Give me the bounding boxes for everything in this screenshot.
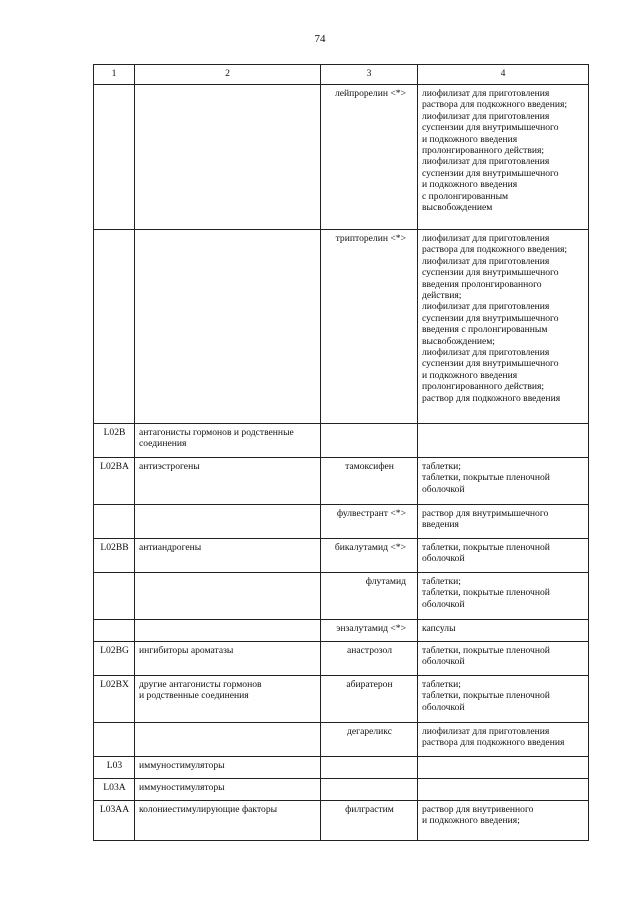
- table-row: [94, 424, 589, 458]
- dosage-forms: таблетки, покрытые пленочной оболочкой: [418, 539, 589, 573]
- table-row: [94, 620, 589, 642]
- header-row: [94, 65, 589, 85]
- atc-code: [94, 723, 135, 757]
- atc-code: L02BX: [94, 676, 135, 723]
- drug-name: филграстим: [321, 801, 418, 841]
- dosage-forms: таблетки; таблетки, покрытые пленочной оболочкой: [418, 458, 589, 505]
- atc-code: [94, 620, 135, 642]
- atc-code: [94, 573, 135, 620]
- group-name: [135, 505, 321, 539]
- atc-code: L03A: [94, 779, 135, 801]
- dosage-forms: таблетки; таблетки, покрытые пленочной оболочкой: [418, 676, 589, 723]
- drug-name: [321, 424, 418, 458]
- dosage-forms: [418, 757, 589, 779]
- group-name: антагонисты гормонов и родственные соединения: [135, 424, 321, 458]
- atc-code: [94, 230, 135, 424]
- drug-name: флутамид: [321, 573, 418, 620]
- group-name: антиандрогены: [135, 539, 321, 573]
- dosage-forms: лиофилизат для приготовления раствора для подкожного введения; лиофилизат для приготовления суспензии для внутримышечного введения пролонгированного действия; лиофилизат для приготовления суспензии для внутримышечного введения с пролонгированным высвобождением; лиофилизат для приготовления суспензии для внутримышечного и подкожного введения пролонгированного действия; раствор для подкожного введения: [418, 230, 589, 424]
- group-name: [135, 723, 321, 757]
- column-header-1: 1: [94, 65, 135, 85]
- atc-code: [94, 505, 135, 539]
- group-name: другие антагонисты гормонов и родственные соединения: [135, 676, 321, 723]
- dosage-forms: раствор для внутривенного и подкожного введения;: [418, 801, 589, 841]
- atc-code: L02BG: [94, 642, 135, 676]
- group-name: колониестимулирующие факторы: [135, 801, 321, 841]
- atc-code: L03: [94, 757, 135, 779]
- dosage-forms: таблетки; таблетки, покрытые пленочной оболочкой: [418, 573, 589, 620]
- drug-name: бикалутамид <*>: [321, 539, 418, 573]
- table-row: [94, 801, 589, 841]
- drug-name: фулвестрант <*>: [321, 505, 418, 539]
- atc-code: L02BB: [94, 539, 135, 573]
- drug-name: лейпрорелин <*>: [321, 85, 418, 230]
- group-name: [135, 620, 321, 642]
- dosage-forms: капсулы: [418, 620, 589, 642]
- column-header-2: 2: [135, 65, 321, 85]
- group-name: [135, 230, 321, 424]
- table-row: [94, 505, 589, 539]
- column-header-3: 3: [321, 65, 418, 85]
- drug-name: тамоксифен: [321, 458, 418, 505]
- dosage-forms: лиофилизат для приготовления раствора для подкожного введения; лиофилизат для приготовления суспензии для внутримышечного и подкожного введения пролонгированного действия; лиофилизат для приготовления суспензии для внутримышечного и подкожного введения с пролонгированным высвобождением: [418, 85, 589, 230]
- dosage-forms: лиофилизат для приготовления раствора для подкожного введения: [418, 723, 589, 757]
- atc-code: L02BA: [94, 458, 135, 505]
- table-row: [94, 723, 589, 757]
- group-name: [135, 573, 321, 620]
- drug-name: дегареликс: [321, 723, 418, 757]
- group-name: антиэстрогены: [135, 458, 321, 505]
- table-row: [94, 230, 589, 424]
- group-name: ингибиторы ароматазы: [135, 642, 321, 676]
- dosage-forms: таблетки, покрытые пленочной оболочкой: [418, 642, 589, 676]
- table-row: [94, 458, 589, 505]
- atc-code: L03AA: [94, 801, 135, 841]
- table-row: [94, 642, 589, 676]
- table-row: [94, 757, 589, 779]
- drug-name: [321, 779, 418, 801]
- group-name: иммуностимуляторы: [135, 779, 321, 801]
- dosage-forms: [418, 779, 589, 801]
- drug-name: [321, 757, 418, 779]
- table-row: [94, 85, 589, 230]
- drug-name: абиратерон: [321, 676, 418, 723]
- atc-code: L02B: [94, 424, 135, 458]
- table-row: [94, 779, 589, 801]
- page-number: 74: [314, 33, 326, 45]
- drug-name: анастрозол: [321, 642, 418, 676]
- group-name: иммуностимуляторы: [135, 757, 321, 779]
- dosage-forms: [418, 424, 589, 458]
- atc-code: [94, 85, 135, 230]
- drug-table: [93, 64, 589, 841]
- table-row: [94, 676, 589, 723]
- column-header-4: 4: [418, 65, 589, 85]
- drug-name: трипторелин <*>: [321, 230, 418, 424]
- table-row: [94, 539, 589, 573]
- dosage-forms: раствор для внутримышечного введения: [418, 505, 589, 539]
- table-row: [94, 573, 589, 620]
- group-name: [135, 85, 321, 230]
- drug-name: энзалутамид <*>: [321, 620, 418, 642]
